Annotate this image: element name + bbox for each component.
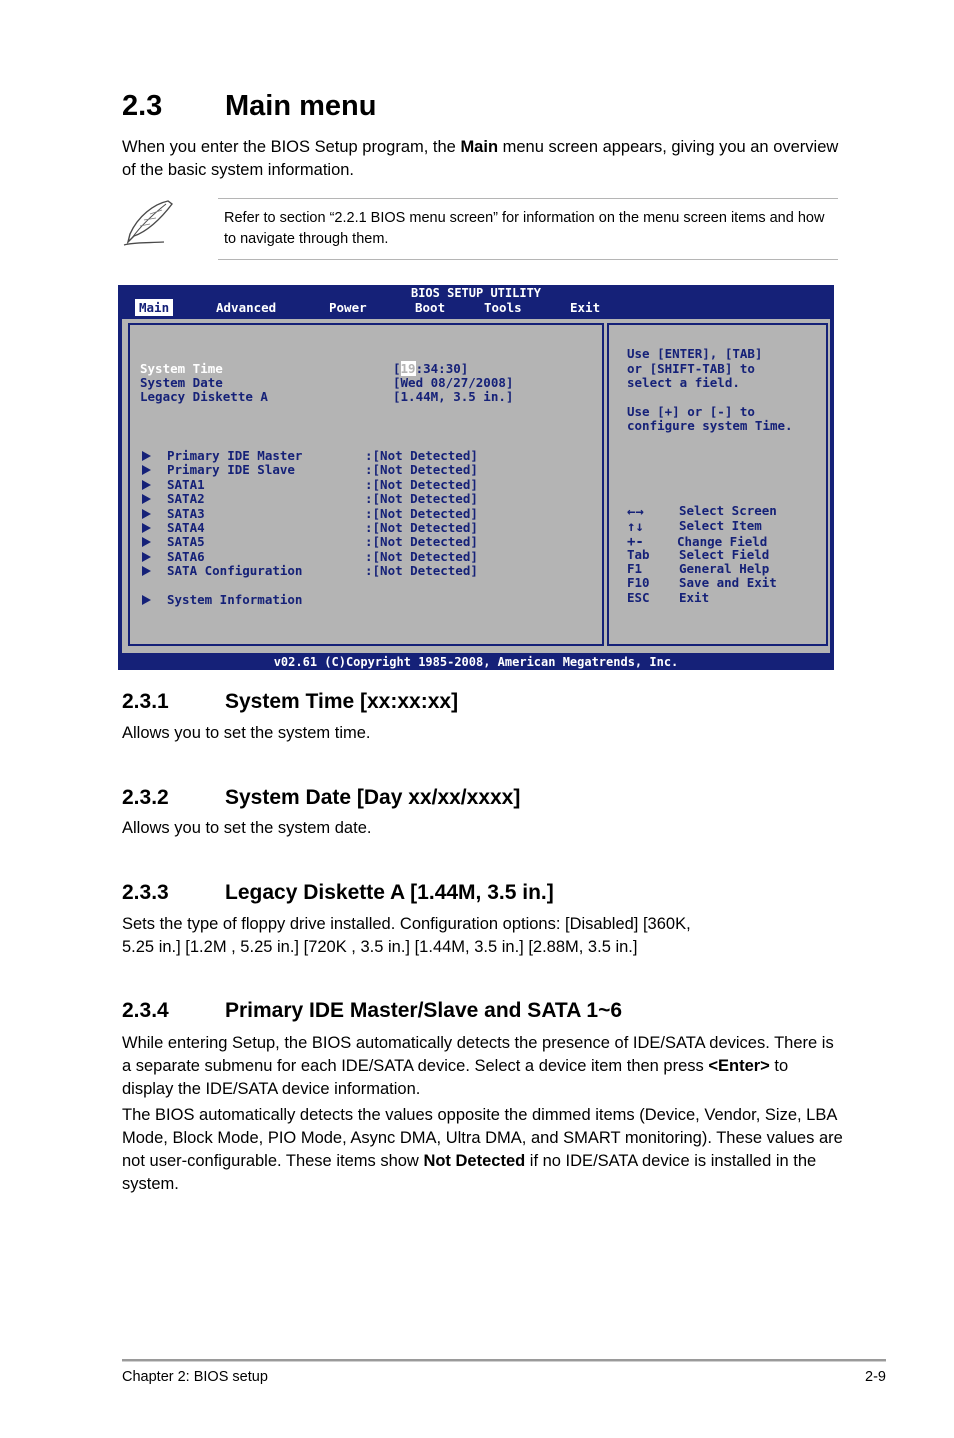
submenu-arrow-icon [142,552,151,562]
intro-paragraph [122,136,842,182]
submenu-item-value: :[Not Detected] [365,548,478,564]
help-line: select a field. [627,375,740,390]
submenu-item-label[interactable]: SATA1 [167,476,205,492]
subsection-heading [122,998,622,1024]
bios-help-panel [607,323,828,646]
subsection-body: Allows you to set the system time. [122,724,371,742]
intro-text: When you enter the BIOS Setup program, the [122,138,461,156]
submenu-arrow-icon [142,537,151,547]
field-system-time-label[interactable]: System Time [140,361,223,376]
submenu-item-label[interactable]: Primary IDE Master [167,448,303,463]
left-right-arrows-icon: ←→ [627,504,644,520]
submenu-arrow-icon [142,494,151,504]
submenu-item-value: :[Not Detected] [365,563,478,579]
ide-text-end: to display the IDE/SATA device information. [122,1057,789,1098]
submenu-arrow-icon [142,480,151,490]
submenu-item-value: :[Not Detected] [365,520,478,535]
key-name: Tab [627,547,650,562]
menu-tab-main[interactable]: Main [135,299,173,316]
note-text: Refer to section “2.2.1 BIOS menu screen” for information on the menu screen items and how to navigate through them. [224,210,825,247]
subsection-title: Primary IDE Master/Slave and SATA 1~6 [225,999,623,1022]
submenu-item-label[interactable]: SATA5 [167,534,205,550]
time-bracket: [ [393,361,401,376]
bios-screen [118,285,834,670]
time-rest: :34:30] [415,361,469,376]
submenu-item-value: :[Not Detected] [365,476,478,492]
plus-minus-icon: +- [627,534,644,550]
up-down-arrows-icon: ↑↓ [627,519,644,535]
key-name: F1 [627,561,643,576]
menu-tab-exit[interactable]: Exit [570,300,601,315]
subsection-title: System Time [xx:xx:xx] [225,690,459,713]
submenu-item-value: :[Not Detected] [365,534,478,550]
time-hour-highlight[interactable]: 19 [400,361,416,376]
bios-left-panel [128,323,604,646]
help-line: configure system Time. [627,418,793,433]
key-name: ESC [627,590,650,605]
submenu-item-value: :[Not Detected] [365,491,478,507]
footer-rule [122,1359,886,1362]
key-desc: Select Field [679,547,770,562]
field-system-date-label[interactable]: System Date [140,375,223,390]
key-name: F10 [627,575,650,590]
submenu-item-label[interactable]: SATA Configuration [167,563,303,579]
submenu-arrow-icon [142,465,151,475]
key-desc: Select Screen [679,503,777,518]
key-desc: General Help [679,561,770,576]
ide-text: While entering Setup, the BIOS automatically detects the presence of IDE/SATA devices. There is a separate submenu for each IDE/SATA device. Select a device item then press [122,1034,834,1075]
submenu-item-label[interactable]: Primary IDE Slave [167,462,295,478]
bios-menubar [118,299,834,316]
menu-tab-advanced[interactable]: Advanced [216,300,277,315]
submenu-item-label[interactable]: SATA2 [167,491,205,507]
ide-paragraph-1 [122,1032,838,1101]
help-line: or [SHIFT-TAB] to [627,361,755,376]
ide-bold: Not Detected [423,1152,526,1170]
submenu-item-value: :[Not Detected] [365,462,478,478]
subsection-heading [122,785,520,811]
bios-copyright: v02.61 (C)Copyright 1985-2008, American Megatrends, Inc. [273,655,679,669]
subsection-body: Sets the type of floppy drive installed. Configuration options: [Disabled] [360K, 5.25 in.] [1.2M , 5.25 in.] [720K , 3.5 in.] [1.44M, 3.5 in.] [2.88M, 3.5 in.] [122,915,691,956]
ide-text-end: if no IDE/SATA device is installed in the system. [122,1152,817,1193]
menu-tab-boot[interactable]: Boot [415,300,446,315]
key-desc: Exit [679,590,710,605]
footer-page-number: 2-9 [865,1369,886,1385]
key-desc: Save and Exit [679,575,777,590]
section-number: 2.3 [122,90,163,122]
key-desc: Change Field [677,534,768,549]
submenu-item-label[interactable]: SATA4 [167,520,205,535]
menu-tab-power[interactable]: Power [329,300,367,315]
subsection-heading [122,689,458,715]
field-legacy-diskette-label[interactable]: Legacy Diskette A [140,389,268,404]
feather-pen-icon [120,198,176,248]
subsection-number: 2.3.4 [122,999,169,1022]
submenu-arrow-icon [142,566,151,576]
submenu-arrow-icon [142,595,151,605]
footer-chapter: Chapter 2: BIOS setup [122,1369,268,1385]
section-title: Main menu [225,90,377,122]
submenu-item-label[interactable]: SATA3 [167,505,205,521]
menu-tab-tools[interactable]: Tools [484,300,522,315]
section-heading [122,88,376,124]
note-bottom-rule [218,259,838,260]
subsection-number: 2.3.1 [122,690,169,713]
subsection-title: Legacy Diskette A [1.44M, 3.5 in.] [225,881,554,904]
ide-paragraph-2 [122,1104,844,1196]
submenu-arrow-icon [142,509,151,519]
key-desc: Select Item [679,518,762,533]
subsection-heading [122,880,554,906]
field-system-date-value[interactable]: [Wed 08/27/2008] [393,375,514,390]
help-line: Use [+] or [-] to [627,404,755,419]
ide-bold: <Enter> [708,1057,770,1075]
note-top-rule [218,198,838,199]
subsection-title: System Date [Day xx/xx/xxxx] [225,786,521,809]
submenu-item-value: :[Not Detected] [365,448,478,463]
submenu-arrow-icon [142,451,151,461]
submenu-item-value: :[Not Detected] [365,505,478,521]
submenu-system-information[interactable]: System Information [167,592,303,607]
submenu-item-label[interactable]: SATA6 [167,548,205,564]
subsection-number: 2.3.3 [122,881,169,904]
bios-panel-area [122,319,830,653]
subsection-body: Allows you to set the system date. [122,819,372,837]
subsection-number: 2.3.2 [122,786,169,809]
ide-text: The BIOS automatically detects the values opposite the dimmed items (Device, Vendor, Size, LBA Mode, Block Mode, PIO Mode, Async DMA, Ultra DMA, and SMART monitoring). These values are not user-configurable. These items show [122,1106,843,1170]
bios-title: BIOS SETUP UTILITY [410,286,542,300]
intro-text-end: menu screen appears, giving you an overview of the basic system information. [122,138,839,179]
intro-bold: Main [460,138,499,156]
submenu-arrow-icon [142,523,151,533]
field-legacy-diskette-value[interactable]: [1.44M, 3.5 in.] [393,389,514,404]
help-line: Use [ENTER], [TAB] [627,346,763,361]
